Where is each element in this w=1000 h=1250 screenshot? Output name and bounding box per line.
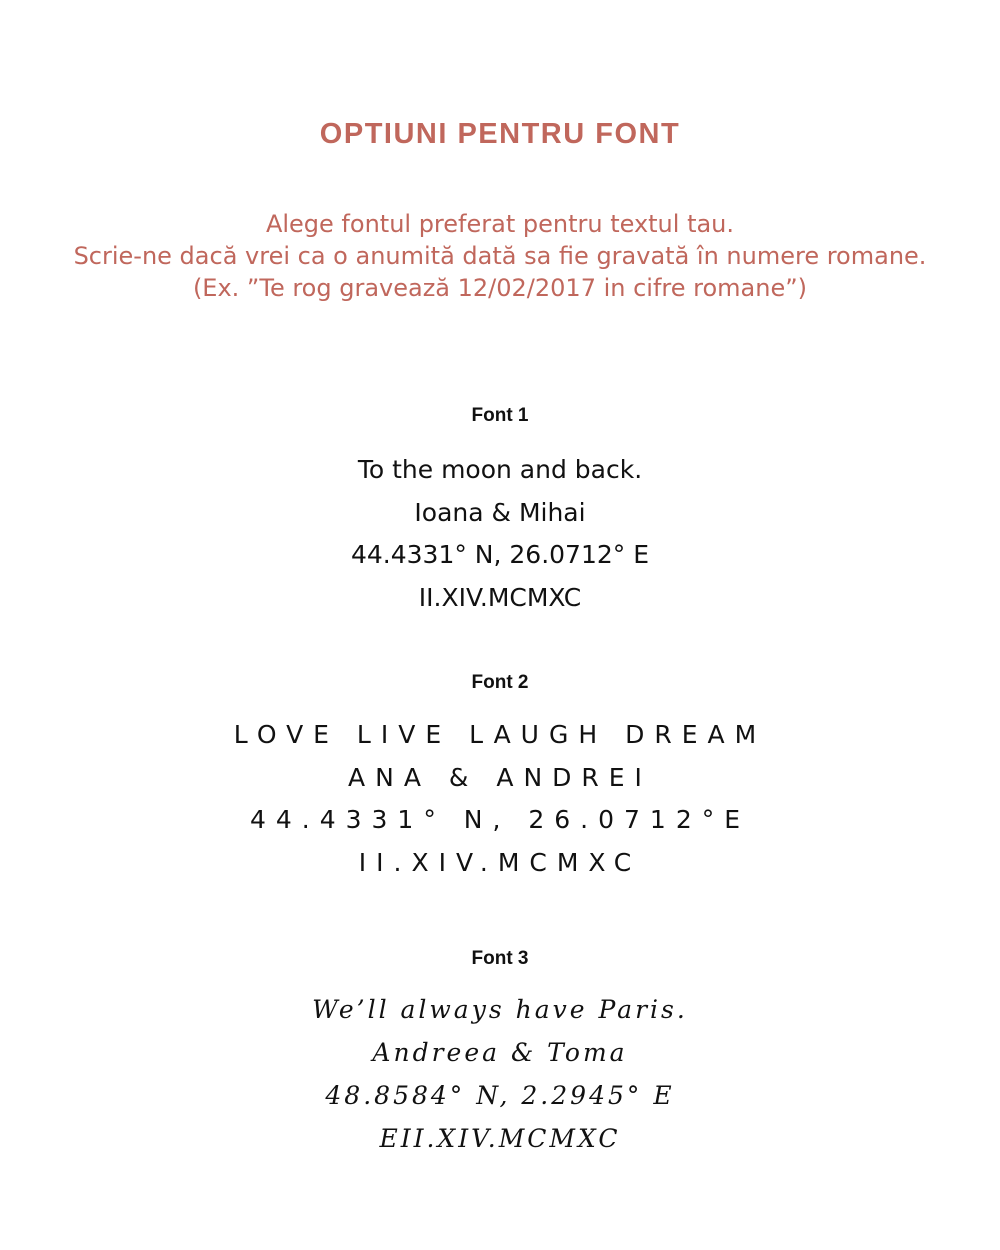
font-3-label: Font 3 [471,948,529,969]
intro-line: Alege fontul preferat pentru textul tau. [265,210,735,238]
sample-line: II.XIV.MCMXC [358,847,642,877]
sample-line: 48.8584° N, 2.2945° E [325,1081,675,1110]
page-title: OPTIUNI PENTRU FONT [319,118,681,150]
intro-text [0,208,1000,304]
sample-line: ANA & ANDREI [348,762,652,792]
sample-line: EII.XIV.MCMXC [379,1124,621,1153]
sample-line: Andreea & Toma [372,1038,628,1067]
font-2-sample [0,714,1000,884]
intro-line: Scrie-ne dacă vrei ca o anumită dată sa fie gravată în numere romane. [73,242,927,270]
sample-line: Ioana & Mihai [414,497,586,527]
sample-line: LOVE LIVE LAUGH DREAM [233,720,767,749]
font-1-sample [0,449,1000,619]
font-3-sample [0,988,1000,1160]
sample-line: 44.4331° N, 26.0712° E [350,540,650,569]
font-1-label: Font 1 [471,405,529,426]
sample-line: 44.4331° N, 26.0712°E [249,805,751,834]
intro-line: (Ex. ”Te rog gravează 12/02/2017 in cifre romane”) [192,274,808,302]
font-2-label: Font 2 [471,672,529,693]
sample-line: We’ll always have Paris. [312,995,688,1024]
sample-line: II.XIV.MCMXC [418,582,582,612]
sample-line: To the moon and back. [357,455,643,484]
